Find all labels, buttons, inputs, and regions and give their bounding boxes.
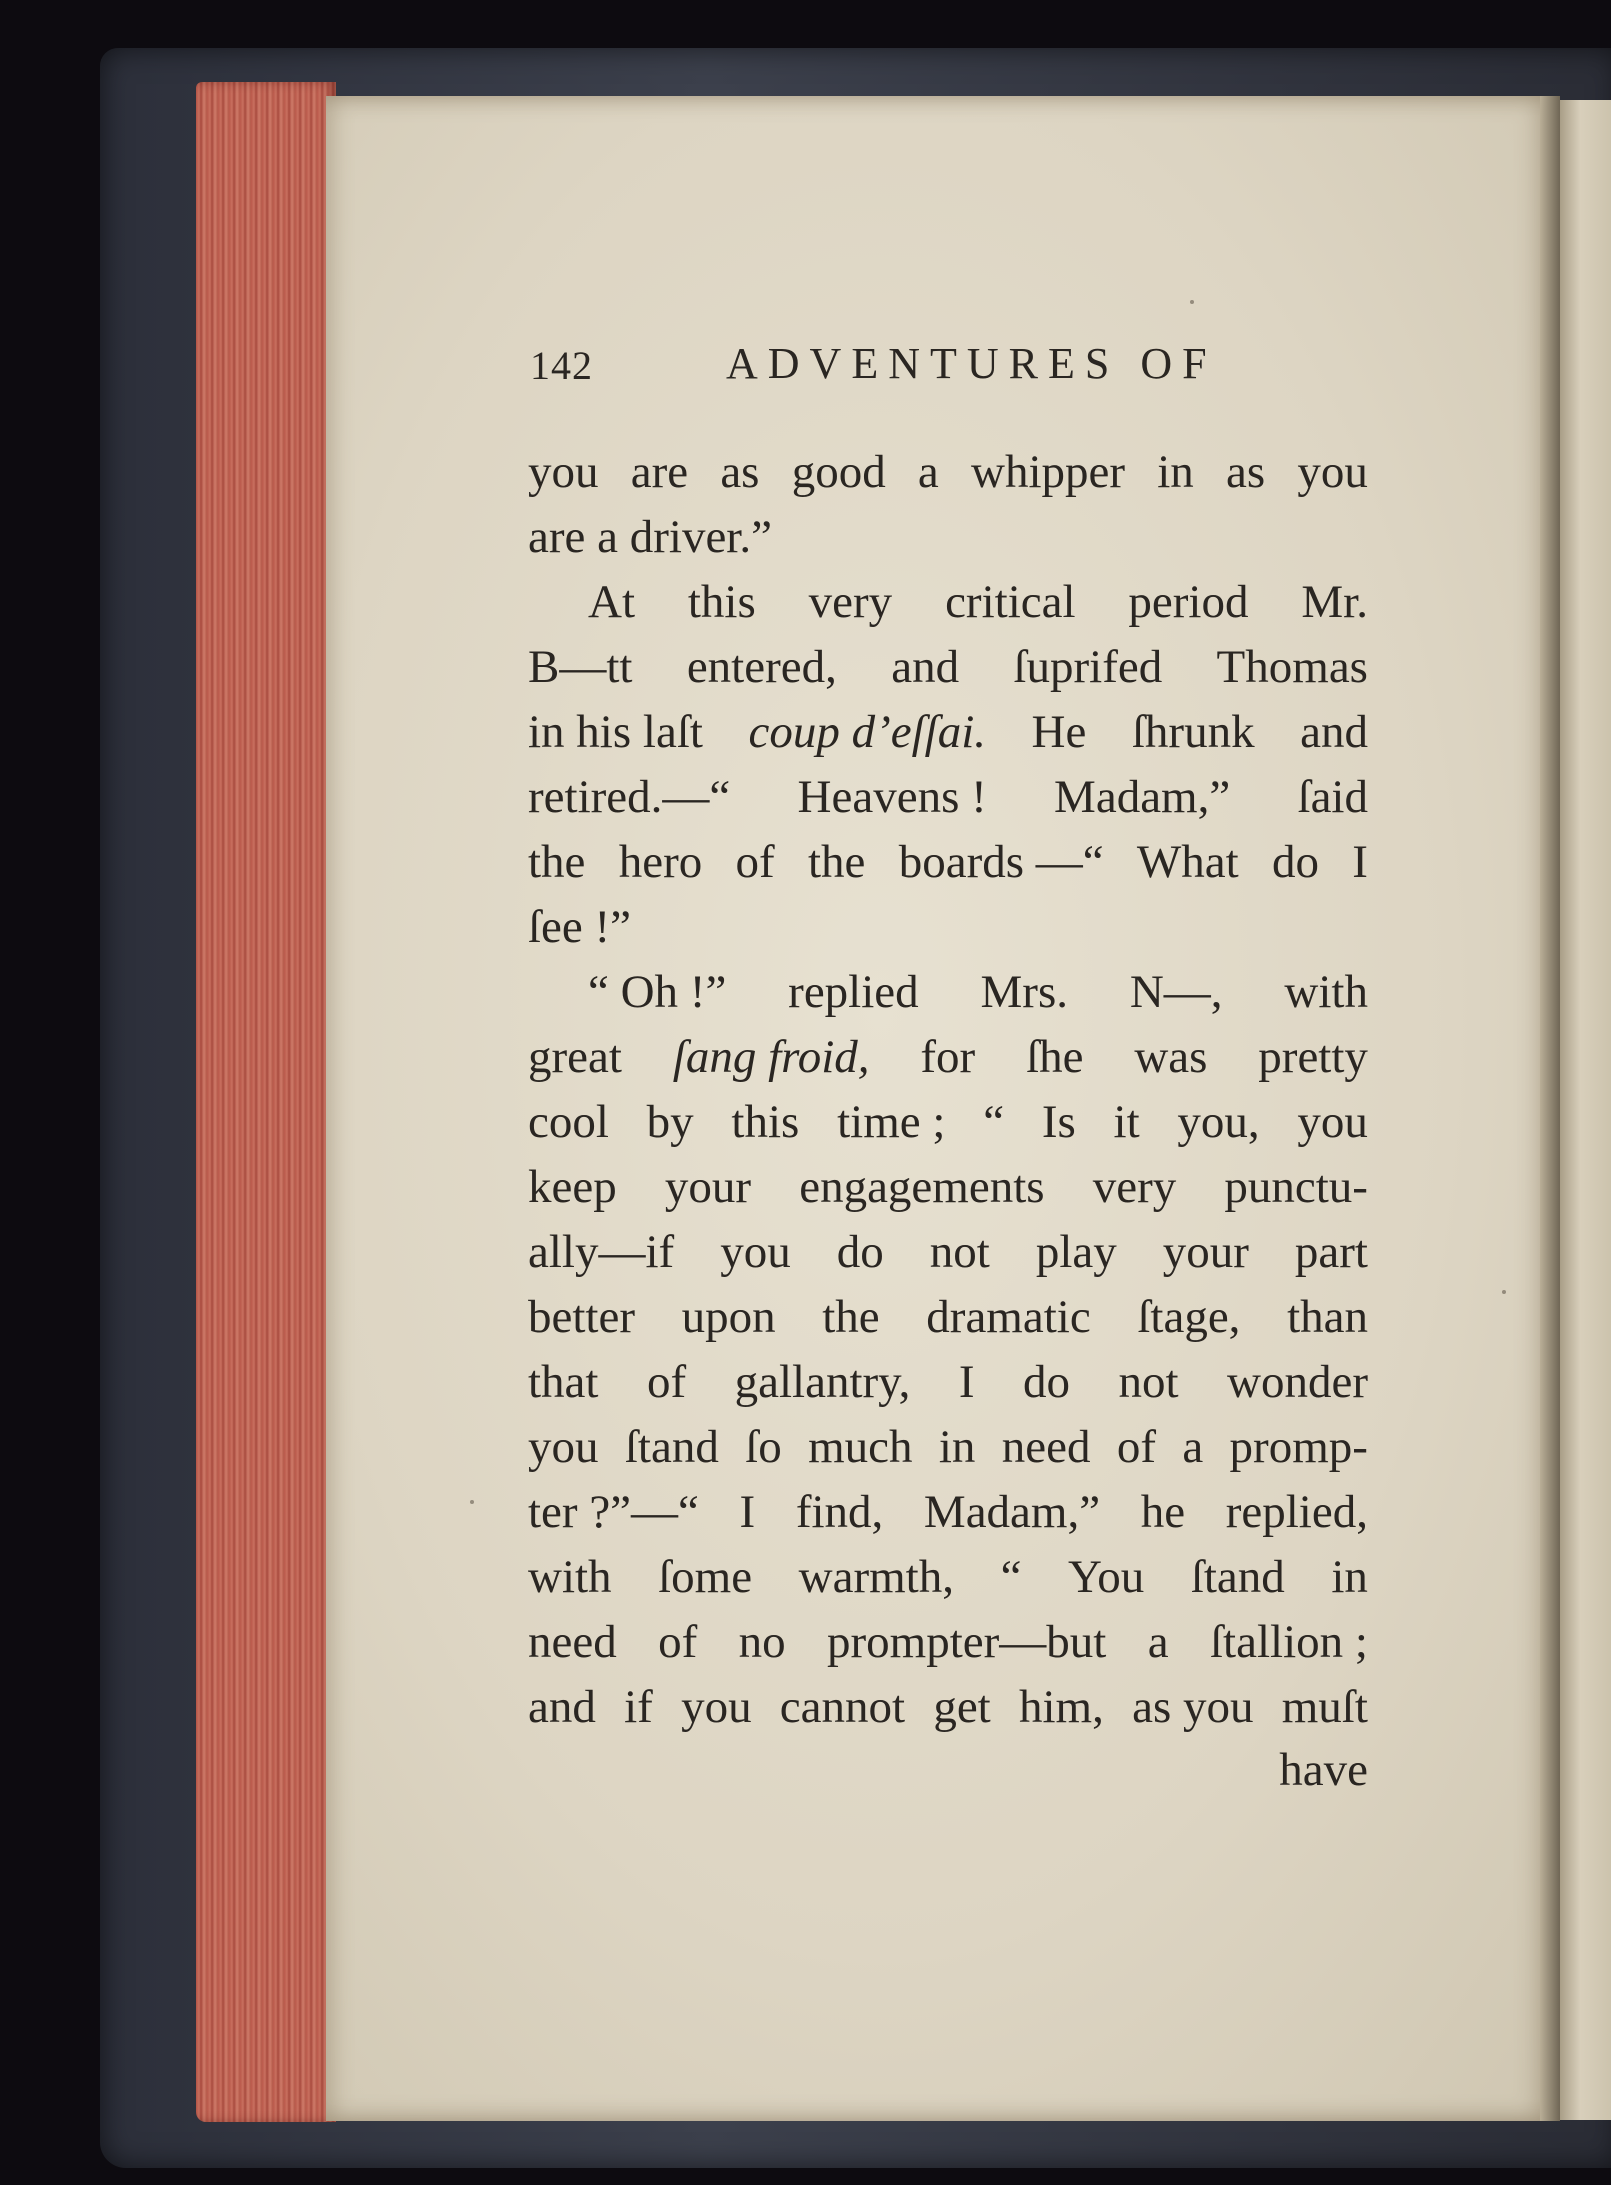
- text-line: [528, 1285, 1368, 1350]
- word: and: [891, 641, 960, 693]
- text-line: [528, 1610, 1368, 1675]
- word: find,: [795, 1486, 884, 1538]
- word: a: [1182, 1421, 1204, 1473]
- text-line: [528, 1545, 1368, 1610]
- word: you: [720, 1226, 791, 1278]
- word: Mrs.: [980, 966, 1068, 1018]
- word: At: [588, 576, 635, 628]
- text-line: [528, 1155, 1368, 1220]
- text-line: [528, 1675, 1368, 1740]
- word: I: [1352, 836, 1368, 888]
- word: cool: [528, 1096, 609, 1148]
- word: “: [983, 1096, 1005, 1148]
- word: no: [738, 1616, 786, 1668]
- word: muſt: [1281, 1681, 1368, 1733]
- word: Madam,”: [1054, 771, 1231, 823]
- word: with: [1284, 966, 1368, 1018]
- word: engagements: [799, 1161, 1045, 1213]
- word: promp-: [1229, 1421, 1368, 1473]
- word: need: [528, 1616, 617, 1668]
- word: N—,: [1129, 966, 1223, 1018]
- text-line: [528, 830, 1368, 895]
- word: that: [528, 1356, 599, 1408]
- word: ſtand: [1190, 1551, 1285, 1603]
- word: him,: [1018, 1681, 1104, 1733]
- word: the: [528, 836, 586, 888]
- word: Mr.: [1301, 576, 1368, 628]
- word: play: [1035, 1226, 1117, 1278]
- page-number: 142: [530, 343, 593, 388]
- word: very: [808, 576, 893, 628]
- word: of: [1116, 1421, 1156, 1473]
- page-text-block: [528, 330, 1368, 1800]
- word: coup d’eſſai.: [748, 706, 987, 758]
- text-line: [528, 440, 1368, 505]
- word: punctu-: [1224, 1161, 1368, 1213]
- word: by: [646, 1096, 694, 1148]
- word: entered,: [686, 641, 837, 693]
- word: ſtage,: [1137, 1291, 1241, 1343]
- word: get: [933, 1681, 991, 1733]
- word: hero: [618, 836, 703, 888]
- word: and: [1300, 706, 1368, 758]
- word: upon: [681, 1291, 776, 1343]
- paper-speck: [470, 1500, 474, 1504]
- word: great: [528, 1031, 622, 1083]
- word: ſhrunk: [1131, 706, 1255, 758]
- word: ter ?”—“: [528, 1486, 699, 1538]
- word: as: [720, 446, 760, 498]
- word: ſaid: [1297, 771, 1368, 823]
- word: you: [1297, 1096, 1368, 1148]
- word: Heavens !: [797, 771, 987, 823]
- word: he: [1140, 1486, 1186, 1538]
- word: ally—if: [528, 1226, 675, 1278]
- word: not: [1118, 1356, 1179, 1408]
- text-line: [528, 765, 1368, 830]
- text-line: [528, 895, 1368, 960]
- word: a: [1147, 1616, 1169, 1668]
- word: whipper: [971, 446, 1126, 498]
- text-line: [528, 570, 1368, 635]
- text-line: [528, 635, 1368, 700]
- running-head: ADVENTURES OF: [726, 339, 1217, 388]
- word: ſee !”: [528, 901, 632, 953]
- word: this: [687, 576, 756, 628]
- word: part: [1294, 1226, 1368, 1278]
- word: than: [1287, 1291, 1368, 1343]
- word: “ Oh !”: [588, 966, 727, 1018]
- word: What: [1136, 836, 1239, 888]
- word: ſuprifed: [1013, 641, 1163, 693]
- word: B—tt: [528, 641, 633, 693]
- catchword: have: [1279, 1744, 1368, 1796]
- word: replied: [788, 966, 919, 1018]
- word: the: [822, 1291, 880, 1343]
- word: do: [1272, 836, 1319, 888]
- word: are a driver.”: [528, 511, 772, 563]
- word: you: [528, 1421, 599, 1473]
- word: and: [528, 1681, 596, 1733]
- text-line: [528, 1350, 1368, 1415]
- word: ſhe: [1026, 1031, 1084, 1083]
- text-line: [528, 1025, 1368, 1090]
- word: need: [1001, 1421, 1091, 1473]
- word: in: [938, 1421, 976, 1473]
- word: much: [808, 1421, 913, 1473]
- word: period: [1128, 576, 1249, 628]
- word: in: [1331, 1551, 1368, 1603]
- word: in his laſt: [528, 706, 703, 758]
- page-header: [530, 330, 1368, 410]
- word: warmth,: [798, 1551, 954, 1603]
- page-gutter: [1540, 96, 1560, 2121]
- word: if: [624, 1681, 653, 1733]
- word: you: [528, 446, 599, 498]
- word: you,: [1177, 1096, 1260, 1148]
- text-line: [528, 1090, 1368, 1155]
- word: boards —“: [898, 836, 1104, 888]
- word: dramatic: [926, 1291, 1091, 1343]
- paper-speck: [1502, 1290, 1506, 1294]
- word: a: [917, 446, 939, 498]
- word: this: [731, 1096, 800, 1148]
- word: I: [958, 1356, 975, 1408]
- text-line: [528, 960, 1368, 1025]
- word: I: [739, 1486, 756, 1538]
- word: better: [528, 1291, 635, 1343]
- page-edges-red: [196, 82, 336, 2122]
- word: you: [681, 1681, 752, 1733]
- word: of: [735, 836, 775, 888]
- word: the: [807, 836, 866, 888]
- word: critical: [945, 576, 1076, 628]
- word: very: [1092, 1161, 1177, 1213]
- word: ſang froid,: [672, 1031, 870, 1083]
- body-text: [528, 440, 1368, 1740]
- word: retired.—“: [528, 771, 731, 823]
- word: good: [791, 446, 886, 498]
- word: He: [1031, 706, 1087, 758]
- word: cannot: [779, 1681, 906, 1733]
- word: ſo: [745, 1421, 782, 1473]
- word: as you: [1132, 1681, 1254, 1733]
- word: as: [1226, 446, 1266, 498]
- paper-speck: [1190, 300, 1194, 304]
- word: replied,: [1225, 1486, 1368, 1538]
- text-line: [528, 505, 1368, 570]
- word: your: [1162, 1226, 1249, 1278]
- word: you: [1297, 446, 1368, 498]
- word: for: [920, 1031, 976, 1083]
- word: time ;: [837, 1096, 946, 1148]
- word: of: [646, 1356, 687, 1408]
- word: with: [528, 1551, 612, 1603]
- word: are: [630, 446, 689, 498]
- catchword-line: [528, 1740, 1368, 1800]
- word: of: [658, 1616, 698, 1668]
- word: wonder: [1227, 1356, 1368, 1408]
- word: do: [836, 1226, 884, 1278]
- text-line: [528, 1415, 1368, 1480]
- text-line: [528, 1220, 1368, 1285]
- facing-page-edge: [1560, 100, 1611, 2120]
- word: ſome: [658, 1551, 753, 1603]
- word: it: [1113, 1096, 1140, 1148]
- text-line: [528, 700, 1368, 765]
- word: your: [664, 1161, 752, 1213]
- word: You: [1068, 1551, 1145, 1603]
- word: do: [1022, 1356, 1070, 1408]
- word: ſtand: [624, 1421, 719, 1473]
- word: Madam,”: [923, 1486, 1101, 1538]
- word: ſtallion ;: [1209, 1616, 1368, 1668]
- word: prompter—but: [827, 1616, 1107, 1668]
- word: keep: [528, 1161, 617, 1213]
- word: not: [929, 1226, 990, 1278]
- word: pretty: [1258, 1031, 1368, 1083]
- word: Thomas: [1216, 641, 1368, 693]
- word: in: [1157, 446, 1194, 498]
- word: was: [1134, 1031, 1208, 1083]
- word: gallantry,: [734, 1356, 911, 1408]
- word: “: [1000, 1551, 1022, 1603]
- text-line: [528, 1480, 1368, 1545]
- word: Is: [1041, 1096, 1076, 1148]
